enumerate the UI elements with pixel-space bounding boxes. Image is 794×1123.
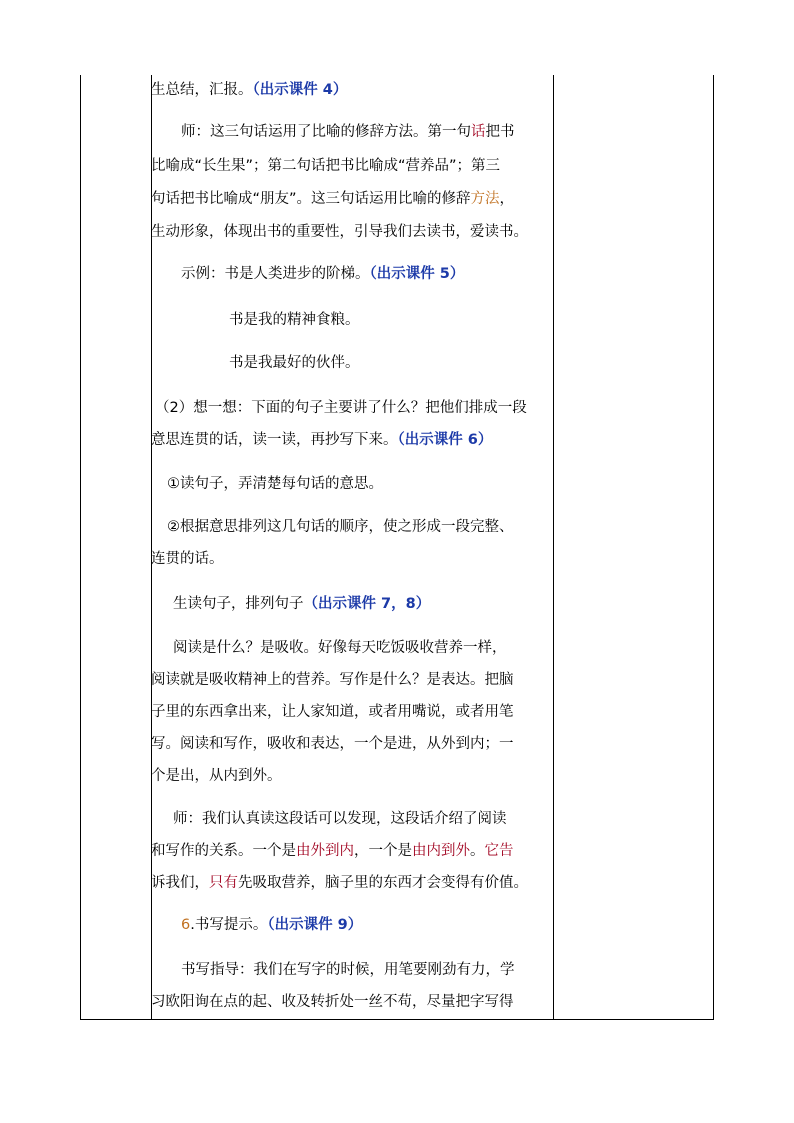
courseware-cue: （出示课件 6）	[397, 432, 493, 448]
line-4: 句话把书比喻成“朋友”。这三句话运用比喻的修辞方法，	[151, 191, 515, 207]
courseware-cue: （出示课件 9）	[267, 917, 363, 933]
line-12: ②根据意思排列这几句话的顺序，使之形成一段完整、	[167, 519, 514, 535]
line-22: 诉我们，只有先吸取营养，脑子里的东西才会变得有价值。	[151, 875, 528, 891]
line-14: 生读句子，排列句子（出示课件 7，8）	[173, 596, 431, 612]
table-border-col2	[553, 75, 554, 1020]
line-23: 6.书写提示。（出示课件 9）	[181, 917, 363, 933]
line-19: 个是出，从内到外。	[151, 768, 282, 784]
line-6: 示例：书是人类进步的阶梯。（出示课件 5）	[181, 266, 465, 282]
line-15: 阅读是什么？是吸收。好像每天吃饭吸收营养一样，	[173, 640, 507, 656]
line-3: 比喻成“长生果”；第二句话把书比喻成“营养品”；第三	[151, 158, 501, 174]
line-18: 写。阅读和写作，吸收和表达，一个是进，从外到内；一	[151, 736, 514, 752]
line-17: 子里的东西拿出来，让人家知道，或者用嘴说，或者用笔	[151, 704, 514, 720]
line-2: 师：这三句话运用了比喻的修辞方法。第一句话把书	[181, 124, 515, 140]
line-1: 生总结，汇报。（出示课件 4）	[151, 82, 348, 98]
line-5: 生动形象，体现出书的重要性，引导我们去读书，爱读书。	[151, 224, 528, 240]
line-9: （2）想一想：下面的句子主要讲了什么？把他们排成一段	[155, 400, 527, 416]
courseware-cue: （出示课件 4）	[252, 82, 348, 98]
line-8: 书是我最好的伙伴。	[229, 355, 360, 371]
courseware-cue: （出示课件 7，8）	[303, 596, 431, 612]
line-13: 连贯的话。	[151, 551, 224, 567]
table-border-right	[713, 75, 714, 1020]
line-10: 意思连贯的话，读一读，再抄写下来。（出示课件 6）	[151, 432, 493, 448]
line-25: 习欧阳询在点的起、收及转折处一丝不苟，尽量把字写得	[151, 994, 514, 1010]
line-11: ①读句子，弄清楚每句话的意思。	[167, 476, 383, 492]
line-21: 和写作的关系。一个是由外到内，一个是由内到外。它告	[151, 843, 514, 859]
table-border-bottom	[80, 1019, 714, 1020]
line-16: 阅读就是吸收精神上的营养。写作是什么？是表达。把脑	[151, 672, 514, 688]
table-border-left	[80, 75, 81, 1020]
line-7: 书是我的精神食粮。	[229, 312, 360, 328]
courseware-cue: （出示课件 5）	[369, 266, 465, 282]
line-24: 书写指导：我们在写字的时候，用笔要刚劲有力，学	[181, 962, 515, 978]
line-20: 师：我们认真读这段话可以发现，这段话介绍了阅读	[173, 811, 507, 827]
